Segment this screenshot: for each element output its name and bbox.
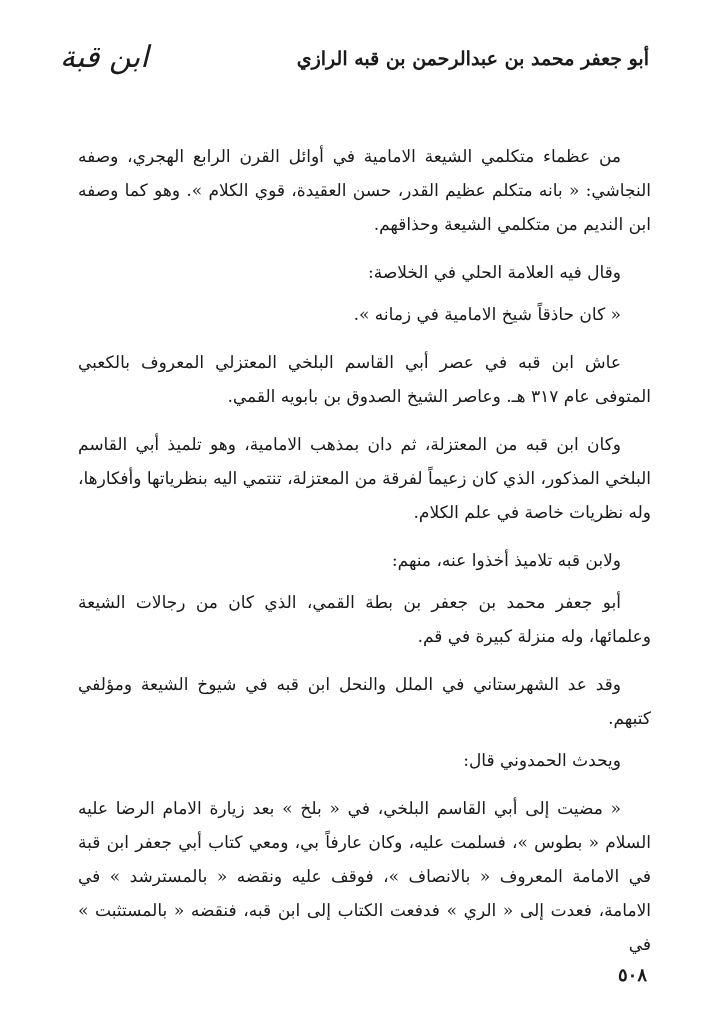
paragraph-hamdoni-story: « مضيت إلى أبي القاسم البلخي، في « بلخ » بعد زيارة الامام الرضا عليه السلام « بطوس »، فسلمت عليه، وكان عارفاً بي، ومعي كتاب أبي جعفر ابن قبة في الامامة المعروف « بالانصاف »، فوقف عليه ونقضه « بالمسترشد » في الامامة، فعدت إلى « الري » فدفعت الكتاب إلى ابن قبه، فنقضه « بالمستثبت » في: [78, 799, 651, 955]
paragraph-quote: « كان حاذقاً شيخ الامامية في زمانه ».: [353, 305, 621, 325]
paragraph-mutazila: وكان ابن قبه من المعتزلة، ثم دان بمذهب الامامية، وهو تلميذ أبي القاسم البلخي المذكور، الذي كان زعيماً لفرقة من المعتزلة، تنتمي اليه بنظرياتها وأفكارها، وله نظريات خاصة في علم الكلام.: [78, 435, 651, 523]
paragraph-quote-intro: وقال فيه العلامة الحلي في الخلاصة:: [368, 263, 621, 283]
page-number: ٥٠٨: [617, 965, 647, 986]
paragraph-era: عاش ابن قبه في عصر أبي القاسم البلخي المعتزلي المعروف بالكعبي المتوفى عام ٣١٧ هـ. وعاصر الشيخ الصدوق بن بابويه القمي.: [78, 353, 651, 407]
paragraph-hamdoni-intro: ويحدث الحمدوني قال:: [463, 751, 621, 771]
paragraph-students-intro: ولابن قبه تلاميذ أخذوا عنه، منهم:: [391, 551, 621, 571]
paragraph-student: أبو جعفر محمد بن جعفر بن بطة القمي، الذي كان من رجالات الشيعة وعلمائها، وله منزلة كبيرة في قم.: [78, 593, 651, 647]
paragraph-intro: من عظماء متكلمي الشيعة الامامية في أوائل القرن الرابع الهجري، وصفه النجاشي: « بانه متكلم عظيم القدر، حسن العقيدة، قوي الكلام ». وهو كما وصفه ابن النديم من متكلمي الشيعة وحذاقهم.: [78, 147, 651, 235]
running-title: أبو جعفر محمد بن عبدالرحمن بن قبه الرازي: [296, 48, 649, 70]
calligraphic-logo: ابن قبة: [60, 40, 149, 75]
body-text: [78, 140, 651, 976]
page-header: [60, 40, 649, 90]
paragraph-shahrastani: وقد عد الشهرستاني في الملل والنحل ابن قبه في شيوخ الشيعة ومؤلفي كتبهم.: [78, 675, 651, 729]
